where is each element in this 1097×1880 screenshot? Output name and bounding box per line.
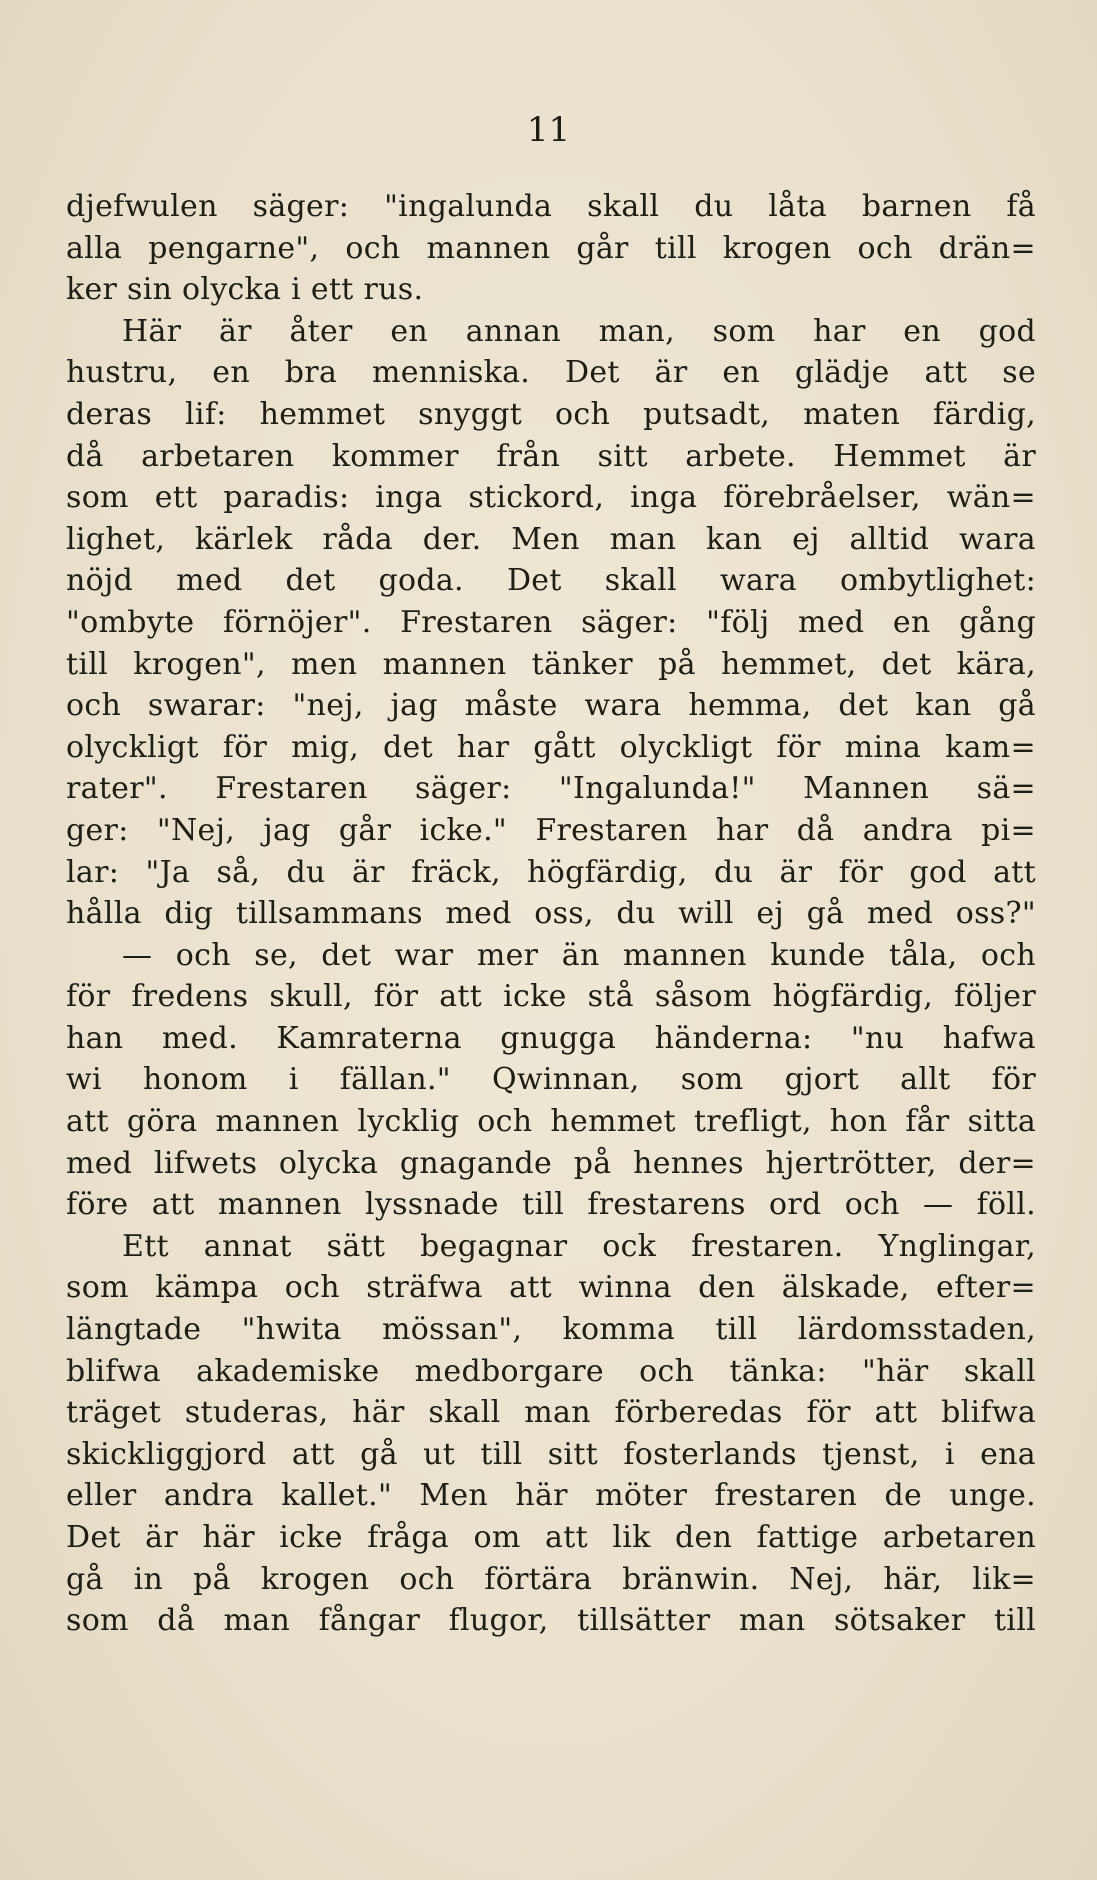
text-line: som kämpa och sträfwa att winna den älskade, efter= <box>66 1270 1036 1306</box>
text-line: för fredens skull, för att icke stå såsom högfärdig, följer <box>66 979 1036 1015</box>
text-line: alla pengarne", och mannen går till krogen och drän= <box>66 230 1036 266</box>
text-line: till krogen", men mannen tänker på hemmet, det kära, <box>66 646 1036 682</box>
text-line: "ombyte förnöjer". Frestaren säger: "följ med en gång <box>66 604 1036 640</box>
text-line: — och se, det war mer än mannen kunde tåla, och <box>122 937 1036 973</box>
text-line: ker sin olycka i ett rus. <box>66 272 424 308</box>
text-line: wi honom i fällan." Qwinnan, som gjort allt för <box>66 1062 1036 1098</box>
page-number: 11 <box>526 110 571 150</box>
text-line: eller andra kallet." Men här möter frestaren de unge. <box>66 1478 1036 1514</box>
text-line: lar: "Ja så, du är fräck, högfärdig, du är för god att <box>66 854 1036 890</box>
text-line: nöjd med det goda. Det skall wara ombytlighet: <box>66 563 1036 599</box>
text-line: lighet, kärlek råda der. Men man kan ej alltid wara <box>66 521 1036 557</box>
text-line: hustru, en bra menniska. Det är en glädje att se <box>66 355 1036 391</box>
text-line: Det är här icke fråga om att lik den fattige arbetaren <box>66 1520 1036 1555</box>
text-line: att göra mannen lycklig och hemmet trefligt, hon får sitta <box>66 1104 1036 1140</box>
text-line: olyckligt för mig, det har gått olyckligt för mina kam= <box>66 729 1036 765</box>
text-line: hålla dig tillsammans med oss, du will ej gå med oss?" <box>66 896 1036 932</box>
text-line: Här är åter en annan man, som har en god <box>122 313 1036 349</box>
text-line: skickliggjord att gå ut till sitt fosterlands tjenst, i ena <box>66 1436 1036 1472</box>
text-line: som då man fångar flugor, tillsätter man sötsaker till <box>66 1603 1036 1639</box>
text-line: träget studeras, här skall man förberedas för att blifwa <box>66 1395 1036 1431</box>
text-line: gå in på krogen och förtära bränwin. Nej, här, lik= <box>66 1561 1036 1597</box>
text-line: djefwulen säger: "ingalunda skall du låta barnen få <box>66 189 1036 224</box>
text-line: före att mannen lyssnade till frestarens ord och — föll. <box>66 1187 1036 1223</box>
text-line: med lifwets olycka gnagande på hennes hjertrötter, der= <box>66 1145 1036 1181</box>
text-line: rater". Frestaren säger: "Ingalunda!" Mannen sä= <box>66 771 1036 807</box>
text-line: Ett annat sätt begagnar ock frestaren. Ynglingar, <box>122 1228 1036 1264</box>
text-line: blifwa akademiske medborgare och tänka: "här skall <box>66 1353 1036 1389</box>
text-line: som ett paradis: inga stickord, inga förebråelser, wän= <box>66 480 1036 516</box>
text-line: och swarar: "nej, jag måste wara hemma, det kan gå <box>66 688 1036 724</box>
text-line: längtade "hwita mössan", komma till lärdomsstaden, <box>66 1312 1036 1348</box>
text-line: ger: "Nej, jag går icke." Frestaren har då andra pi= <box>66 812 1036 848</box>
text-line: då arbetaren kommer från sitt arbete. Hemmet är <box>66 438 1036 474</box>
text-line: deras lif: hemmet snyggt och putsadt, maten färdig, <box>66 396 1036 432</box>
text-line: han med. Kamraterna gnugga händerna: "nu hafwa <box>66 1020 1036 1056</box>
body-text <box>66 186 1036 1642</box>
